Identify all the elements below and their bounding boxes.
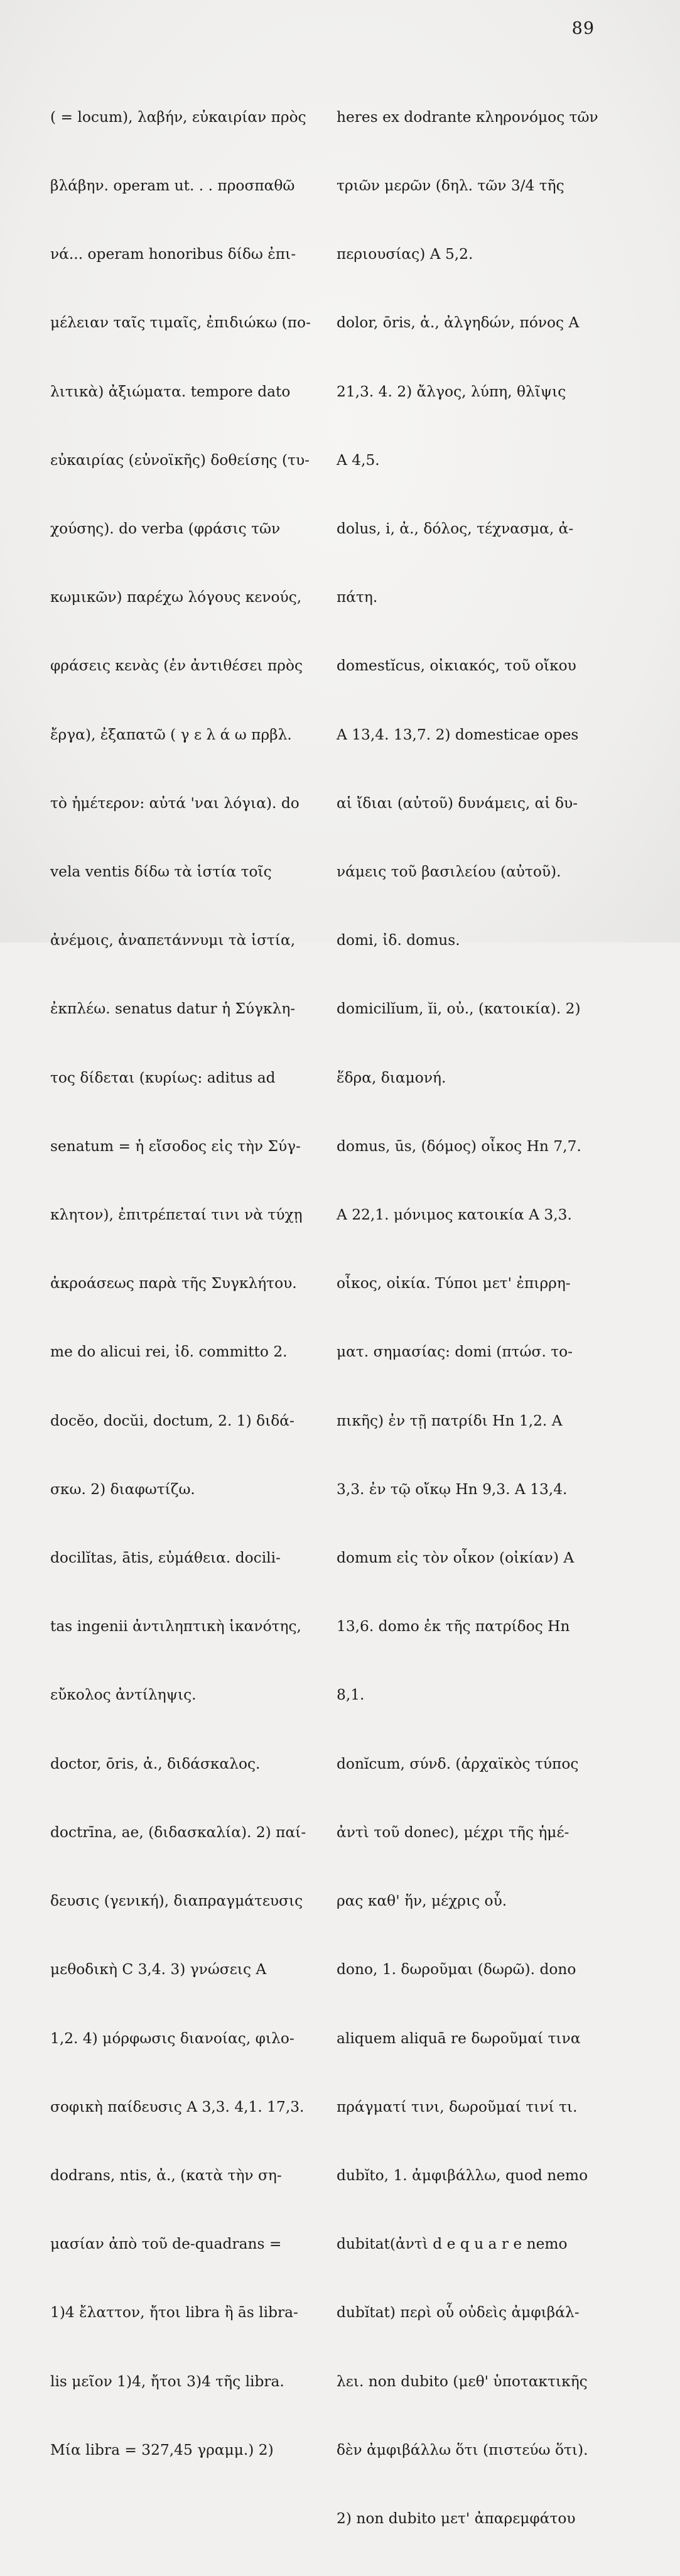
right-line: A 22,1. μόνιμος κατοικία A 3,3.: [337, 1206, 572, 1224]
right-line: δὲν ἀμφιβάλλω ὅτι (πιστεύω ὅτι).: [337, 2441, 588, 2459]
left-line: docilĭtas, ātis, εὐμάθεια. docili-: [50, 1549, 281, 1567]
right-line: περιουσίας) A 5,2.: [337, 246, 473, 263]
right-line: dolor, ōris, ἀ., ἀλγηδών, πόνος A: [337, 314, 580, 332]
right-line: domicilĭum, ĭi, οὐ., (κατοικία). 2): [337, 1000, 581, 1018]
left-line: νά... operam honoribus δίδω ἐπι-: [50, 246, 296, 263]
right-line: 13,6. domo ἐκ τῆς πατρίδος Hn: [337, 1618, 570, 1635]
left-line: doctrīna, ae, (διδασκαλία). 2) παί-: [50, 1823, 306, 1841]
right-line: πικῆς) ἐν τῇ πατρίδι Hn 1,2. A: [337, 1412, 563, 1429]
left-line: doctor, ōris, ἀ., διδάσκαλος.: [50, 1755, 261, 1772]
left-line: docĕo, docŭi, doctum, 2. 1) διδά-: [50, 1412, 294, 1429]
left-line: φράσεις κενὰς (ἐν ἀντιθέσει πρὸς: [50, 657, 303, 675]
right-line: domus, ūs, (δόμος) οἶκος Hn 7,7.: [337, 1137, 581, 1155]
right-line: dubĭto, 1. ἀμφιβάλλω, quod nemo: [337, 2166, 588, 2184]
left-line: tas ingenii ἀντιληπτικὴ ἱκανότης,: [50, 1618, 301, 1635]
left-column: [50, 60, 327, 2508]
right-line: domi, ἰδ. domus.: [337, 932, 460, 949]
right-line: dolus, i, ἀ., δόλος, τέχνασμα, ἀ-: [337, 520, 574, 538]
right-line: 3,3. ἐν τῷ οἴκῳ Hn 9,3. A 13,4.: [337, 1480, 568, 1498]
right-line: dono, 1. δωροῦμαι (δωρῶ). dono: [337, 1961, 576, 1978]
right-line: ἀντὶ τοῦ donec), μέχρι τῆς ἡμέ-: [337, 1823, 569, 1841]
left-line: κλητον), ἐπιτρέπεταί τινι νὰ τύχῃ: [50, 1206, 303, 1224]
right-line: τριῶν μερῶν (δηλ. τῶν 3/4 τῆς: [337, 177, 564, 195]
right-line: heres ex dodrante κληρονόμος τῶν: [337, 108, 598, 126]
left-line: ἀκροάσεως παρὰ τῆς Συγκλήτου.: [50, 1275, 297, 1292]
right-line: ρας καθ' ἥν, μέχρις οὗ.: [337, 1892, 507, 1910]
left-line: 1,2. 4) μόρφωσις διανοίας, φιλο-: [50, 2029, 294, 2047]
left-line: βλάβην. operam ut. . . προσπαθῶ: [50, 177, 295, 195]
left-line: χούσης). do verba (φράσις τῶν: [50, 520, 281, 538]
left-line: δευσις (γενική), διαπραγμάτευσις: [50, 1892, 303, 1910]
right-line: νάμεις τοῦ βασιλείου (αὐτοῦ).: [337, 863, 561, 881]
left-line: τος δίδεται (κυρίως: aditus ad: [50, 1069, 276, 1086]
left-line: ἐκπλέω. senatus datur ἡ Σύγκλη-: [50, 1000, 296, 1018]
left-line: σκω. 2) διαφωτίζω.: [50, 1480, 195, 1498]
left-line: εὐκαιρίας (εὐνοϊκῆς) δοθείσης (τυ-: [50, 451, 310, 469]
right-line: αἱ ἴδιαι (αὐτοῦ) δυνάμεις, αἱ δυ-: [337, 794, 578, 812]
right-line: 2) non dubito μετ' ἀπαρεμφάτου: [337, 2509, 576, 2527]
right-column: [337, 60, 613, 2576]
left-line: ( = locum), λαβήν, εὐκαιρίαν πρὸς: [50, 108, 306, 126]
left-line: μέλειαν ταῖς τιμαῖς, ἐπιδιώκω (πο-: [50, 314, 311, 332]
left-line: ἔργα), ἐξαπατῶ ( γ ε λ ά ω πρβλ.: [50, 726, 292, 743]
left-line: lis μεῖον 1)4, ἤτοι 3)4 τῆς libra.: [50, 2372, 284, 2390]
right-line: 8,1.: [337, 1686, 365, 1704]
right-line: λει. non dubito (μεθ' ὑποτακτικῆς: [337, 2372, 588, 2390]
left-line: σοφικὴ παίδευσις A 3,3. 4,1. 17,3.: [50, 2098, 305, 2115]
right-line: donĭcum, σύνδ. (ἀρχαϊκὸς τύπος: [337, 1755, 579, 1772]
right-line: πάτη.: [337, 589, 378, 606]
left-line: Μία libra = 327,45 γραμμ.) 2): [50, 2441, 274, 2459]
right-line: domestĭcus, οἰκιακός, τοῦ οἴκου: [337, 657, 576, 675]
right-line: A 4,5.: [337, 451, 380, 469]
left-line: vela ventis δίδω τὰ ἱστία τοῖς: [50, 863, 272, 881]
left-line: εὔκολος ἀντίληψις.: [50, 1686, 197, 1704]
right-line: ματ. σημασίας: domi (πτώσ. το-: [337, 1343, 573, 1361]
right-line: aliquem aliquā re δωροῦμαί τινα: [337, 2029, 581, 2047]
left-line: τὸ ἡμέτερον: αὐτά 'ναι λόγια). do: [50, 794, 300, 812]
left-line: κωμικῶν) παρέχω λόγους κενούς,: [50, 589, 302, 606]
page-number: 89: [571, 19, 595, 38]
right-line: πράγματί τινι, δωροῦμαί τινί τι.: [337, 2098, 578, 2115]
right-line: dubĭtat) περὶ οὗ οὐδεὶς ἀμφιβάλ-: [337, 2304, 580, 2322]
left-line: 1)4 ἔλαττον, ἤτοι libra ἢ ās libra-: [50, 2304, 298, 2322]
left-line: dodrans, ntis, ἀ., (κατὰ τὴν ση-: [50, 2166, 282, 2184]
left-line: ἀνέμοις, ἀναπετάννυμι τὰ ἱστία,: [50, 932, 296, 949]
left-line: λιτικὰ) ἀξιώματα. tempore dato: [50, 383, 291, 400]
right-line: A 13,4. 13,7. 2) domesticae opes: [337, 726, 579, 743]
right-line: dubitat(ἀντὶ d e q u a r e nemo: [337, 2235, 568, 2253]
right-line: ἕδρα, διαμονή.: [337, 1069, 446, 1086]
right-line: οἶκος, οἰκία. Τύποι μετ' ἐπιρρη-: [337, 1275, 571, 1292]
left-line: μασίαν ἀπὸ τοῦ de-quadrans =: [50, 2235, 282, 2253]
right-line: domum εἰς τὸν οἶκον (οἰκίαν) A: [337, 1549, 575, 1567]
right-line: 21,3. 4. 2) ἄλγος, λύπη, θλῖψις: [337, 383, 566, 400]
left-line: me do alicui rei, ἰδ. committo 2.: [50, 1343, 288, 1361]
left-line: μεθοδικὴ C 3,4. 3) γνώσεις A: [50, 1961, 267, 1978]
left-line: senatum = ἡ εἴσοδος εἰς τὴν Σύγ-: [50, 1137, 301, 1155]
